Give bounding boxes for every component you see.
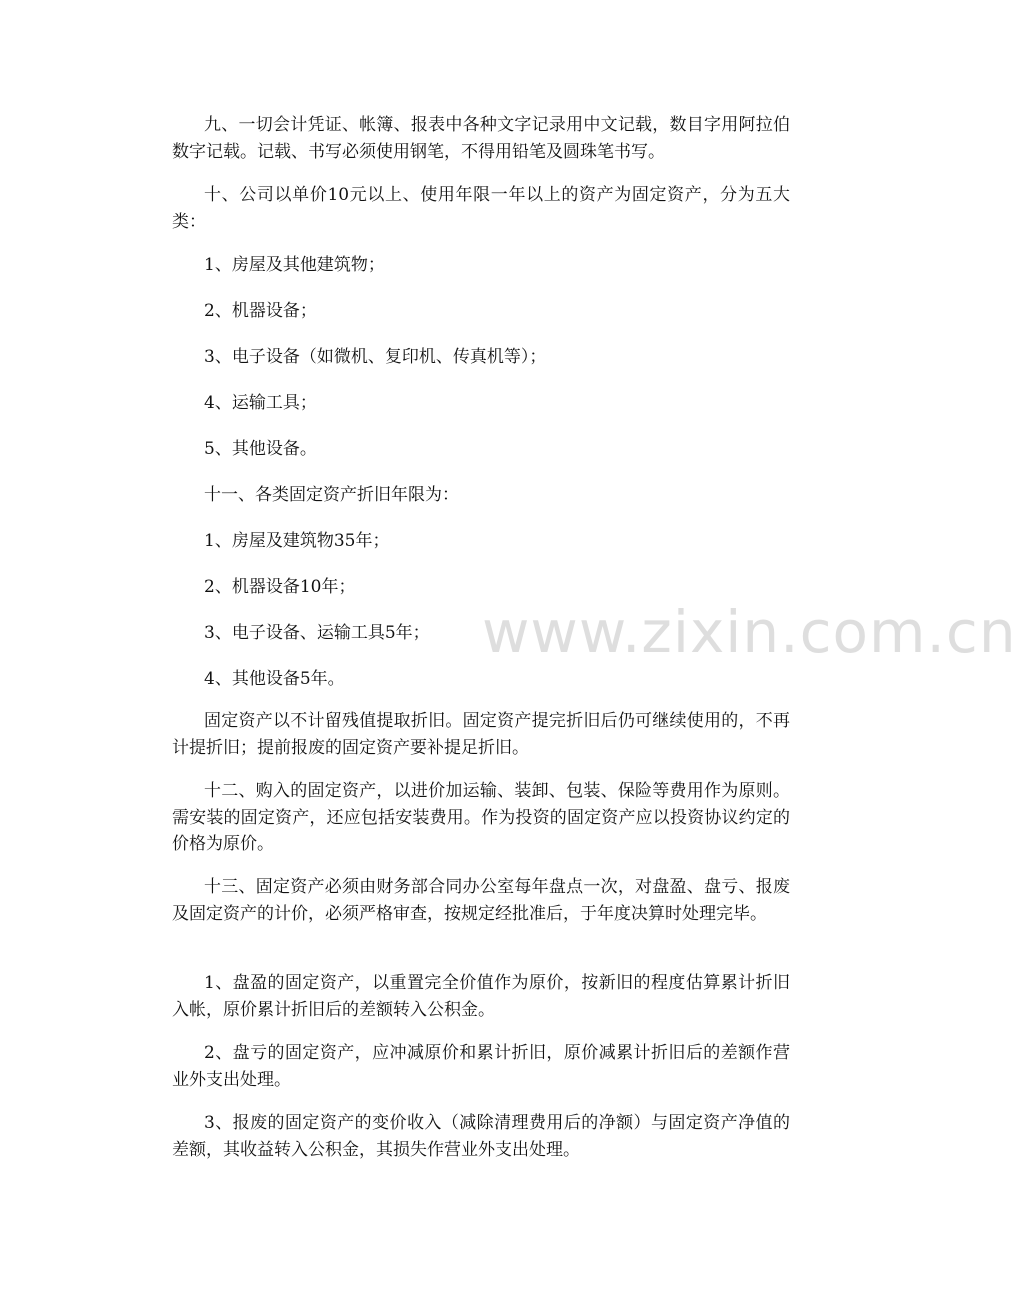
list-item: 5、其他设备。 [204,439,317,459]
paragraph-article-12: 十二、购入的固定资产，以进价加运输、装卸、包装、保险等费用作为原则。需安装的固定资产，还应包括安装费用。作为投资的固定资产应以投资协议约定的价格为原价。 [172,781,790,854]
paragraph-article-11: 十一、各类固定资产折旧年限为： [204,485,459,505]
list-item: 2、机器设备； [204,301,317,321]
paragraph-depreciation-note: 固定资产以不计留残值提取折旧。固定资产提完折旧后仍可继续使用的，不再计提折旧；提前报废的固定资产要补提足折旧。 [172,711,790,758]
list-item: 3、电子设备（如微机、复印机、传真机等）； [204,347,547,367]
list-item: 4、其他设备5年。 [204,669,345,689]
list-item: 3、电子设备、运输工具5年； [204,623,430,643]
paragraph-scrapped: 3、报废的固定资产的变价收入（减除清理费用后的净额）与固定资产净值的差额，其收益转入公积金，其损失作营业外支出处理。 [172,1113,790,1160]
paragraph-surplus: 1、盘盈的固定资产，以重置完全价值作为原价，按新旧的程度估算累计折旧入帐，原价累计折旧后的差额转入公积金。 [172,973,790,1020]
watermark: www.zixin.com.cn [482,598,1017,666]
list-item: 1、房屋及建筑物35年； [204,531,390,551]
paragraph-article-9: 九、一切会计凭证、帐簿、报表中各种文字记录用中文记载，数目字用阿拉伯数字记载。记载、书写必须使用钢笔，不得用铅笔及圆珠笔书写。 [172,115,790,162]
paragraph-article-13: 十三、固定资产必须由财务部合同办公室每年盘点一次，对盘盈、盘亏、报废及固定资产的计价，必须严格审查，按规定经批准后，于年度决算时处理完毕。 [172,877,790,924]
list-item: 2、机器设备10年； [204,577,356,597]
list-item: 1、房屋及其他建筑物； [204,255,385,275]
list-item: 4、运输工具； [204,393,317,413]
paragraph-article-10: 十、公司以单价10元以上、使用年限一年以上的资产为固定资产，分为五大类： [172,185,790,232]
paragraph-shortage: 2、盘亏的固定资产，应冲减原价和累计折旧，原价减累计折旧后的差额作营业外支出处理。 [172,1043,790,1090]
